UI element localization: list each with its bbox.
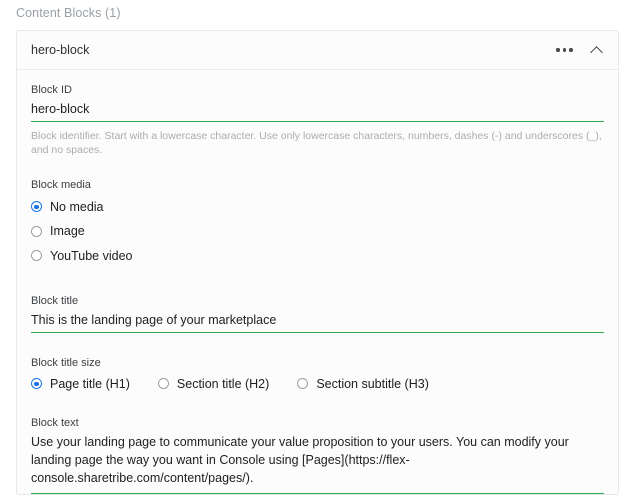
block-media-option-label: No media <box>50 199 104 214</box>
block-id-label: Block ID <box>31 84 72 96</box>
radio-icon <box>31 201 42 212</box>
block-title-size-option-label: Section title (H2) <box>176 376 270 391</box>
block-id-field-group <box>31 84 604 157</box>
block-text-label: Block text <box>31 416 79 429</box>
block-id-input[interactable] <box>31 100 604 122</box>
radio-icon <box>31 378 42 389</box>
block-title-field-group <box>31 295 604 333</box>
block-media-option-no-media[interactable] <box>31 200 104 214</box>
block-text-field-group <box>31 417 604 494</box>
block-media-option-label: YouTube video <box>50 248 133 263</box>
block-media-option-image[interactable] <box>31 224 85 238</box>
block-title-size-field-group <box>31 357 604 391</box>
more-options-icon[interactable] <box>556 42 576 58</box>
block-media-option-youtube-video[interactable] <box>31 249 132 263</box>
content-block-body <box>17 70 618 494</box>
block-media-field-group <box>31 179 604 273</box>
content-block-title: hero-block <box>31 43 90 57</box>
block-title-label: Block title <box>31 294 79 307</box>
block-title-size-option-h2[interactable] <box>158 377 269 391</box>
block-title-size-label: Block title size <box>31 356 101 369</box>
content-block-header-actions <box>556 42 604 58</box>
block-media-label: Block media <box>31 179 91 192</box>
block-title-size-options <box>31 377 604 391</box>
radio-icon <box>297 378 308 389</box>
content-block-header[interactable] <box>17 31 618 70</box>
block-text-input[interactable]: Use your landing page to communicate your value proposition to your users. You can modify your landing page the way you want in Console using [Pages](https://flex-console.sharetribe.com/content/pages/). <box>31 433 604 494</box>
radio-icon <box>31 250 42 261</box>
block-title-size-option-label: Section subtitle (H3) <box>316 376 429 391</box>
block-id-helper-text: Block identifier. Start with a lowercase character. Use only lowercase characters, numbers, dashes (-) and underscores (_), and no spaces. <box>31 130 602 157</box>
block-title-input[interactable] <box>31 311 604 333</box>
chevron-up-icon[interactable] <box>590 43 604 57</box>
radio-icon <box>31 226 42 237</box>
block-title-size-option-h1[interactable] <box>31 377 130 391</box>
block-media-option-label: Image <box>50 224 85 239</box>
content-block-panel <box>16 30 619 495</box>
block-title-size-option-h3[interactable] <box>297 377 429 391</box>
radio-icon <box>158 378 169 389</box>
block-title-size-option-label: Page title (H1) <box>50 376 130 391</box>
content-blocks-section-header: Content Blocks (1) <box>16 6 121 20</box>
